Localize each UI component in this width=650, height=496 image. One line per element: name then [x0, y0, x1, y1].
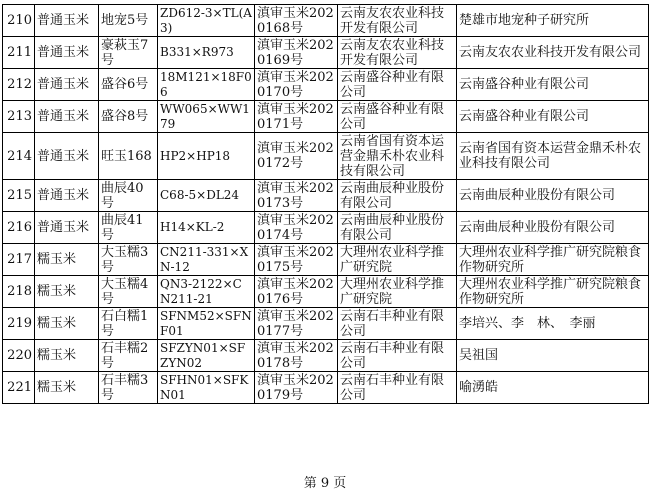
variety-name: 曲辰41号: [99, 212, 158, 244]
approval-number: 滇审玉米2020170号: [255, 69, 338, 101]
variety-name: 旺玉168: [99, 133, 158, 180]
applicant-name: 云南友农农业科技开发有限公司: [338, 37, 457, 69]
maize-type: 糯玉米: [35, 372, 99, 404]
applicant-name: 云南省国有资本运营金鼎禾朴农业科技有限公司: [338, 133, 457, 180]
maize-type: 普通玉米: [35, 133, 99, 180]
breeder-name: 李培兴、李 林、 李丽: [457, 308, 649, 340]
breeder-name: 云南盛谷种业有限公司: [457, 69, 649, 101]
variety-name: 地宠5号: [99, 5, 158, 37]
breeder-name: 大理州农业科学推广研究院粮食作物研究所: [457, 244, 649, 276]
breeder-name: 大理州农业科学推广研究院粮食作物研究所: [457, 276, 649, 308]
applicant-name: 大理州农业科学推广研究院: [338, 276, 457, 308]
table-row: [3, 212, 649, 244]
row-number: 219: [3, 308, 35, 340]
approval-number: 滇审玉米2020168号: [255, 5, 338, 37]
approval-number: 滇审玉米2020176号: [255, 276, 338, 308]
row-number: 213: [3, 101, 35, 133]
table-row: [3, 372, 649, 404]
row-number: 214: [3, 133, 35, 180]
breeder-name: 云南曲辰种业股份有限公司: [457, 180, 649, 212]
maize-type: 普通玉米: [35, 37, 99, 69]
variety-name: 曲辰40号: [99, 180, 158, 212]
table-row: [3, 101, 649, 133]
maize-type: 普通玉米: [35, 5, 99, 37]
cross-combination: WW065×WW179: [158, 101, 255, 133]
applicant-name: 云南曲辰种业股份有限公司: [338, 212, 457, 244]
maize-type: 普通玉米: [35, 101, 99, 133]
variety-name: 石丰糯3号: [99, 372, 158, 404]
cross-combination: C68-5×DL24: [158, 180, 255, 212]
applicant-name: 云南石丰种业有限公司: [338, 340, 457, 372]
row-number: 221: [3, 372, 35, 404]
variety-name: 盛谷8号: [99, 101, 158, 133]
maize-type: 糯玉米: [35, 340, 99, 372]
applicant-name: 云南石丰种业有限公司: [338, 308, 457, 340]
applicant-name: 云南曲辰种业股份有限公司: [338, 180, 457, 212]
variety-name: 石白糯1号: [99, 308, 158, 340]
page-footer: [0, 472, 650, 491]
row-number: 215: [3, 180, 35, 212]
variety-name: 盛谷6号: [99, 69, 158, 101]
variety-name: 大玉糯3号: [99, 244, 158, 276]
page-number: 9: [320, 476, 330, 491]
approval-number: 滇审玉米2020173号: [255, 180, 338, 212]
applicant-name: 云南盛谷种业有限公司: [338, 101, 457, 133]
breeder-name: 吴祖国: [457, 340, 649, 372]
cross-combination: ZD612-3×TL(A3): [158, 5, 255, 37]
table-row: [3, 133, 649, 180]
maize-type: 糯玉米: [35, 276, 99, 308]
variety-table: [2, 4, 649, 404]
table-row: [3, 308, 649, 340]
cross-combination: QN3-2122×CN211-21: [158, 276, 255, 308]
table-row: [3, 5, 649, 37]
page-prefix: 第: [303, 476, 317, 491]
maize-type: 普通玉米: [35, 180, 99, 212]
row-number: 216: [3, 212, 35, 244]
maize-type: 普通玉米: [35, 212, 99, 244]
applicant-name: 大理州农业科学推广研究院: [338, 244, 457, 276]
row-number: 217: [3, 244, 35, 276]
approval-number: 滇审玉米2020174号: [255, 212, 338, 244]
cross-combination: SFHN01×SFKN01: [158, 372, 255, 404]
approval-number: 滇审玉米2020169号: [255, 37, 338, 69]
variety-name: 豪萩玉7号: [99, 37, 158, 69]
applicant-name: 云南友农农业科技开发有限公司: [338, 5, 457, 37]
approval-number: 滇审玉米2020179号: [255, 372, 338, 404]
approval-number: 滇审玉米2020172号: [255, 133, 338, 180]
table-row: [3, 69, 649, 101]
approval-number: 滇审玉米2020171号: [255, 101, 338, 133]
cross-combination: H14×KL-2: [158, 212, 255, 244]
approval-number: 滇审玉米2020177号: [255, 308, 338, 340]
maize-type: 普通玉米: [35, 69, 99, 101]
table-row: [3, 340, 649, 372]
table-row: [3, 37, 649, 69]
table-body: [3, 5, 649, 404]
cross-combination: SFZYN01×SFZYN02: [158, 340, 255, 372]
variety-name: 石丰糯2号: [99, 340, 158, 372]
maize-type: 糯玉米: [35, 244, 99, 276]
table-row: [3, 276, 649, 308]
table-row: [3, 244, 649, 276]
applicant-name: 云南盛谷种业有限公司: [338, 69, 457, 101]
row-number: 210: [3, 5, 35, 37]
maize-type: 糯玉米: [35, 308, 99, 340]
cross-combination: SFNM52×SFNF01: [158, 308, 255, 340]
approval-number: 滇审玉米2020175号: [255, 244, 338, 276]
breeder-name: 楚雄市地宠种子研究所: [457, 5, 649, 37]
breeder-name: 云南友农农业科技开发有限公司: [457, 37, 649, 69]
row-number: 211: [3, 37, 35, 69]
row-number: 218: [3, 276, 35, 308]
cross-combination: 18M121×18F06: [158, 69, 255, 101]
table-row: [3, 180, 649, 212]
cross-combination: HP2×HP18: [158, 133, 255, 180]
cross-combination: CN211-331×XN-12: [158, 244, 255, 276]
breeder-name: 云南省国有资本运营金鼎禾朴农业科技有限公司: [457, 133, 649, 180]
row-number: 220: [3, 340, 35, 372]
cross-combination: B331×R973: [158, 37, 255, 69]
row-number: 212: [3, 69, 35, 101]
breeder-name: 云南曲辰种业股份有限公司: [457, 212, 649, 244]
variety-name: 大玉糯4号: [99, 276, 158, 308]
applicant-name: 云南石丰种业有限公司: [338, 372, 457, 404]
breeder-name: 喻湧皓: [457, 372, 649, 404]
approval-number: 滇审玉米2020178号: [255, 340, 338, 372]
page-suffix: 页: [333, 476, 347, 491]
breeder-name: 云南盛谷种业有限公司: [457, 101, 649, 133]
